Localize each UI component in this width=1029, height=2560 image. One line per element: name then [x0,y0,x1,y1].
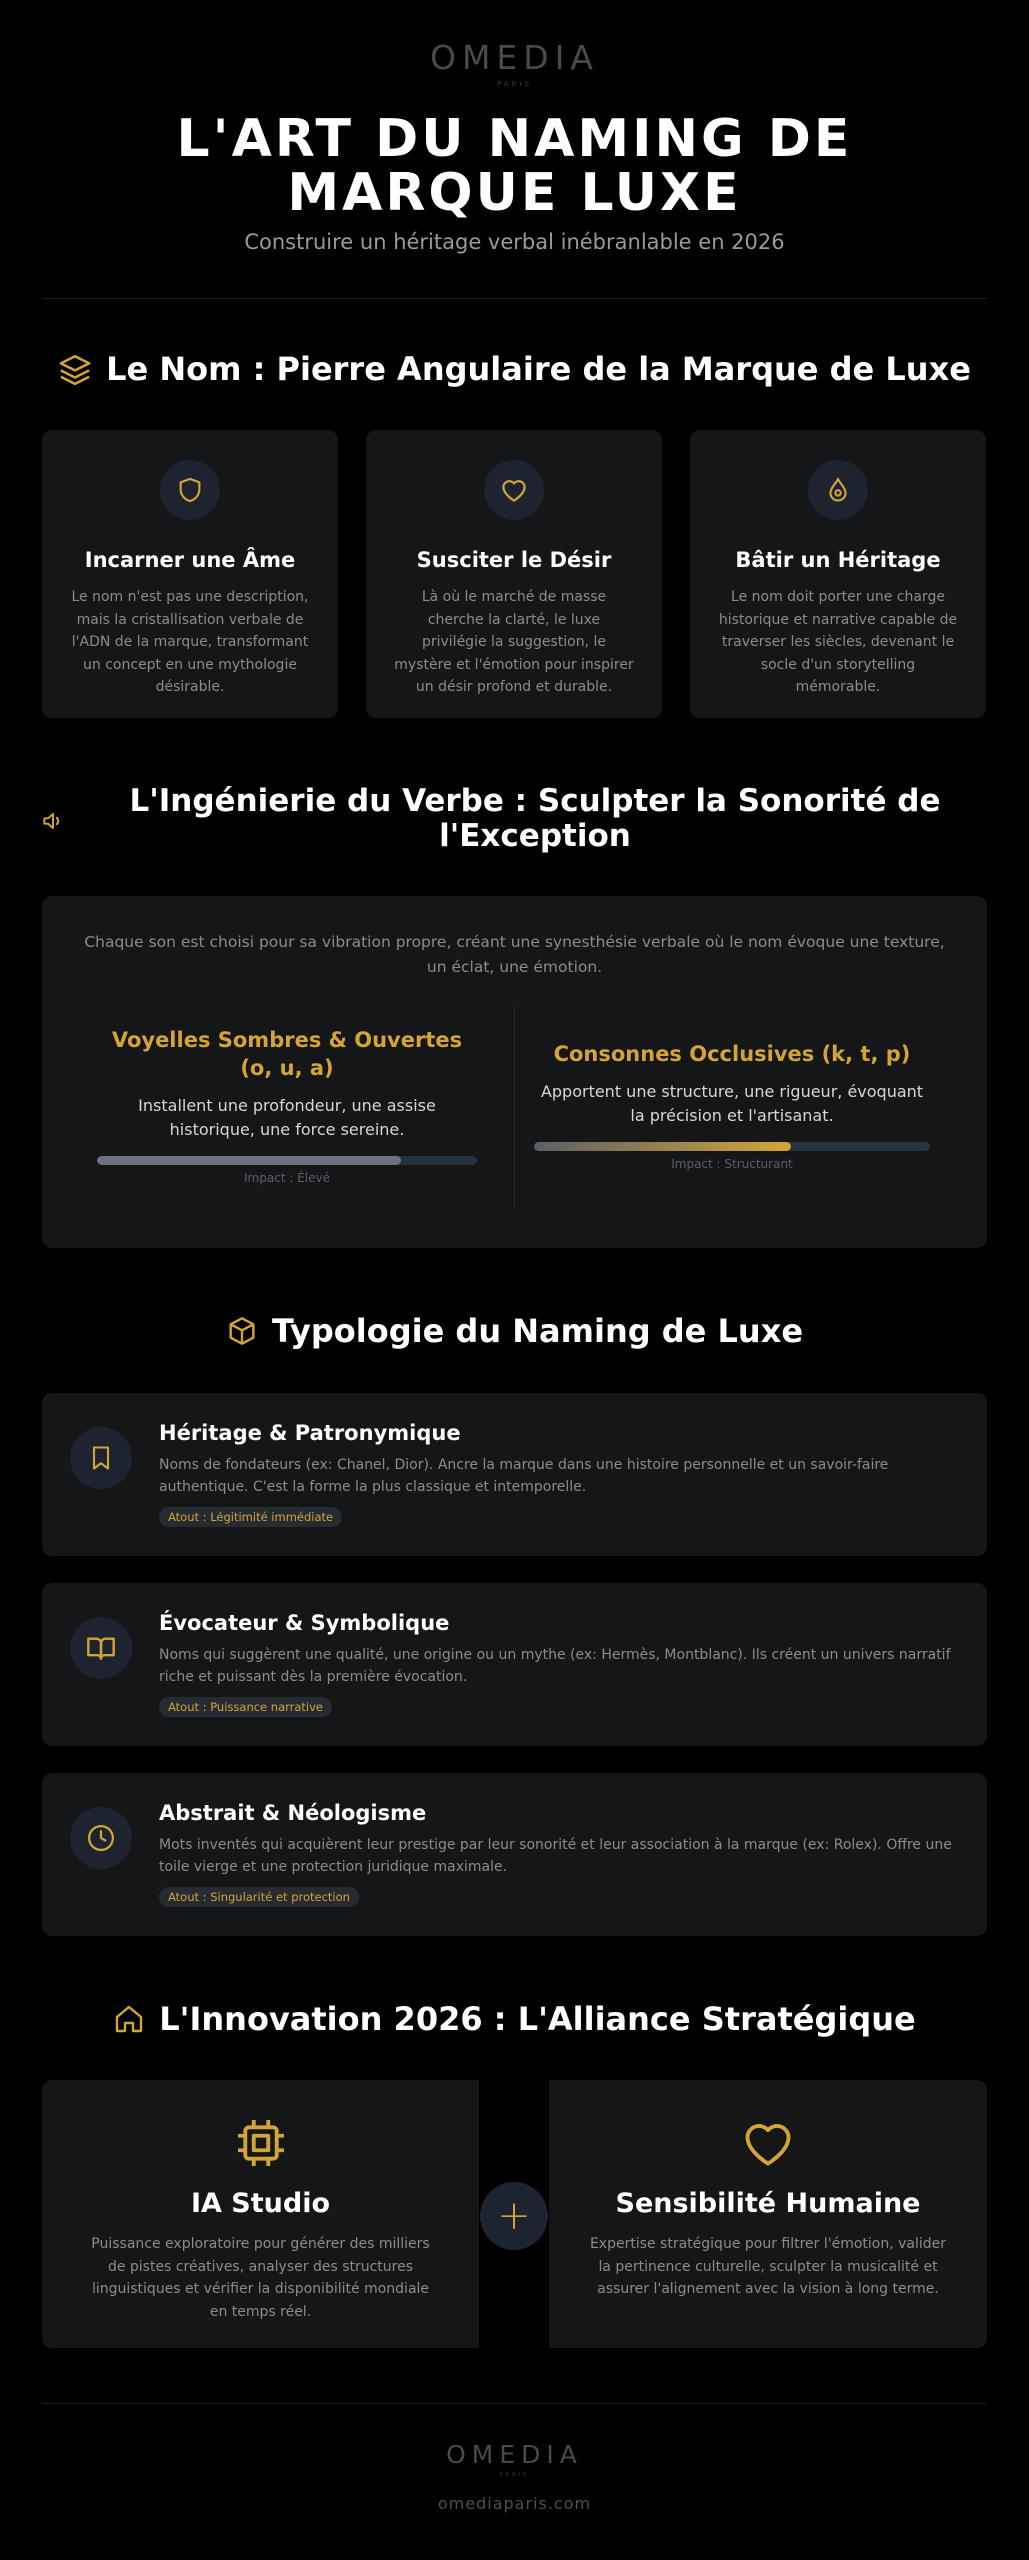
book-icon [85,1632,117,1664]
typology-text: Mots inventés qui acquièrent leur prestige par leur sonorité et leur association à la marque (ex: Rolex). Offre une toile vierge et une protection juridique maximale. [159,1837,952,1875]
heart-icon [739,2114,797,2172]
home-icon [113,2003,145,2035]
section1-title-text: Le Nom : Pierre Angulaire de la Marque de Luxe [106,350,971,388]
speaker-icon [40,808,66,834]
section-title-innovation [0,2000,1029,2038]
footer-logo [0,2440,1029,2478]
typology-card-evocateur [42,1583,987,1746]
page-title-line1: L'ART DU NAMING DE [176,109,853,169]
alliance-ia-studio [42,2080,479,2348]
column-consonnes [534,1040,930,1171]
card-title: Incarner une Âme [84,548,296,572]
brand-city: PARIS [499,2472,530,2478]
atout-badge: Atout : Puissance narrative [159,1697,332,1717]
alliance-sensibilite [549,2080,987,2348]
shield-icon [176,476,204,504]
typology-text: Noms de fondateurs (ex: Chanel, Dior). Ancre la marque dans une histoire personnelle et un savoir-faire authentique. C'est la forme la plus classique et intemporelle. [159,1457,889,1495]
section2-title-line2: l'Exception [439,818,631,854]
impact-label: Impact : Élevé [244,1171,330,1185]
card-susciter [366,430,662,718]
typology-title: Abstrait & Néologisme [159,1801,427,1825]
header-divider [42,298,987,299]
section3-title-text: Typologie du Naming de Luxe [271,1312,804,1350]
alliance-title: Sensibilité Humaine [615,2188,921,2219]
impact-label: Impact : Structurant [671,1157,793,1171]
page-title [0,109,1029,223]
card-icon-circle [484,460,544,520]
card-icon-circle [160,460,220,520]
atout-badge: Atout : Légitimité immédiate [159,1507,342,1527]
plus-icon: + [480,2182,548,2250]
typology-icon-circle [70,1807,132,1869]
section-title-typologie [0,1312,1029,1350]
impact-bar [534,1142,930,1151]
card-text: Le nom n'est pas une description, mais la cristallisation verbale de l'ADN de la marque, transformant un concept en une mythologie désirable. [71,589,309,695]
column-voyelles [97,1026,477,1185]
drop-icon [824,476,852,504]
card-text: Le nom doit porter une charge historique et narrative capable de traverser les siècles, devenant le socle d'un storytelling mémorable. [718,589,958,695]
section-title-ingenierie [100,784,970,854]
alliance-title: IA Studio [190,2188,331,2219]
typology-icon-circle [70,1427,132,1489]
card-text: Là où le marché de masse cherche la clarté, le luxe privilégie la suggestion, le mystère et l'émotion pour inspirer un désir profond et durable. [394,589,634,695]
card-batir [690,430,986,718]
brand-city: PARIS [497,80,532,88]
typology-card-abstrait [42,1773,987,1936]
card-incarner [42,430,338,718]
bookmark-icon [87,1444,115,1472]
layers-icon [58,352,92,386]
card-title: Bâtir un Héritage [735,548,941,572]
sonority-card [42,896,987,1248]
page-subtitle: Construire un héritage verbal inébranlable en 2026 [244,230,785,254]
typology-icon-circle [70,1617,132,1679]
column-text: Installent une profondeur, une assise historique, une force sereine. [138,1096,436,1139]
card-title: Susciter le Désir [416,548,612,572]
impact-bar-fill [97,1156,401,1165]
section4-title-text: L'Innovation 2026 : L'Alliance Stratégique [159,2000,916,2038]
page-title-line2: MARQUE LUXE [287,163,742,223]
impact-bar [97,1156,477,1165]
typology-text: Noms qui suggèrent une qualité, une origine ou un mythe (ex: Hermès, Montblanc). Ils créent un univers narratif riche et puissant dès la première évocation. [159,1647,951,1685]
alliance-text: Puissance exploratoire pour générer des milliers de pistes créatives, analyser des structures linguistiques et vérifier la disponibilité mondiale en temps réel. [91,2236,430,2320]
atout-badge: Atout : Singularité et protection [159,1887,359,1907]
clock-icon [86,1823,116,1853]
header-logo [0,38,1029,88]
typology-card-heritage [42,1393,987,1556]
column-text: Apportent une structure, une rigueur, évoquant la précision et l'artisanat. [540,1082,924,1125]
card-icon-circle [808,460,868,520]
footer-website-link[interactable]: omediaparis.com [437,2494,592,2513]
chip-icon [232,2114,290,2172]
alliance-card [42,2080,987,2348]
typology-title: Évocateur & Symbolique [159,1611,450,1635]
column-divider [514,1006,515,1208]
heart-icon [499,475,529,505]
sonority-intro: Chaque son est choisi pour sa vibration propre, créant une synesthésie verbale où le nom évoque une texture, un éclat, une émotion. [84,933,945,976]
cube-icon [226,1315,258,1347]
section2-title-line1: L'Ingénierie du Verbe : Sculpter la Sonorité de [129,783,941,819]
brand-name: OMEDIA [429,38,599,77]
footer-divider [42,2403,987,2404]
column-title: Consonnes Occlusives (k, t, p) [553,1042,911,1066]
alliance-text: Expertise stratégique pour filtrer l'émotion, valider la pertinence culturelle, sculpter la musicalité et assurer l'alignement avec la vision à long terme. [589,2236,947,2297]
brand-name: OMEDIA [446,2440,583,2469]
typology-title: Héritage & Patronymique [159,1421,461,1445]
column-title: Voyelles Sombres & Ouvertes (o, u, a) [111,1028,463,1080]
impact-bar-fill [534,1142,791,1151]
section-title-pierre-angulaire [0,350,1029,388]
